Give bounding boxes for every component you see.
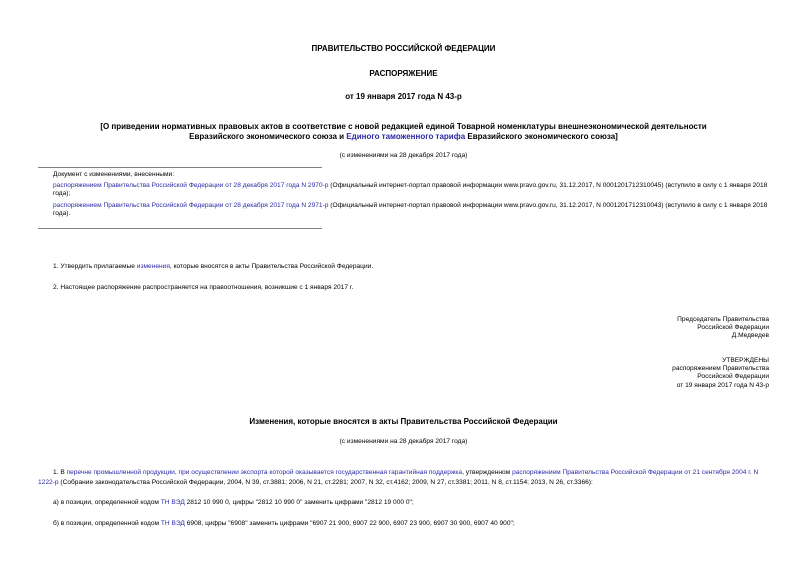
order-1222-link[interactable]: распоряжением Правительства Российской Федерации от 21 сентября 2004 г. N 1222-р bbox=[38, 469, 759, 486]
approved-line: от 19 января 2017 года N 43-р bbox=[676, 381, 769, 389]
annex-item-a bbox=[38, 499, 769, 507]
annex-item-b bbox=[38, 520, 769, 528]
title-text: Евразийского экономического союза] bbox=[465, 132, 618, 142]
changes-item-text: (Официальный интернет-портал правовой информации www.pravo.gov.ru, 31.12.2017, N 0001201712310043) (вступило в силу с 1 января 2018 года). bbox=[53, 201, 768, 217]
tn-ved-link[interactable]: ТН ВЭД bbox=[160, 520, 185, 527]
annex-paragraph-1 bbox=[38, 468, 769, 487]
changes-intro: Документ с изменениями, внесенными: bbox=[53, 171, 175, 178]
changes-block bbox=[53, 171, 769, 218]
annex-title: Изменения, которые вносятся в акты Правительства Российской Федерации bbox=[249, 417, 558, 426]
changes-item-text: (Официальный интернет-портал правовой информации www.pravo.gov.ru, 31.12.2017, N 0001201712310045) (вступило в силу с 1 января 2018 года); bbox=[53, 182, 768, 198]
title-text: Евразийского экономического союза и bbox=[189, 132, 347, 142]
export-products-list-link[interactable]: перечне промышленной продукции, при осуществлении экспорта которой оказывается государственная гарантийная поддержка bbox=[66, 469, 463, 476]
paragraph-text: 1. Утвердить прилагаемые bbox=[53, 263, 137, 270]
divider-bottom bbox=[38, 228, 322, 229]
order-2971-link[interactable]: распоряжением Правительства Российской Федерации от 28 декабря 2017 года N 2971-р bbox=[53, 201, 329, 209]
paragraph-text: а) в позиции, определенной кодом bbox=[53, 499, 161, 506]
document-date-number: от 19 января 2017 года N 43-р bbox=[345, 92, 462, 101]
signature-name: Д.Медведев bbox=[731, 332, 769, 340]
paragraph-text: (Собрание законодательства Российской Федерации, 2004, N 39, ст.3881; 2006, N 21, ст.2281; 2007, N 32, ст.4162; 2009, N 27, ст.3381; 2011, N 8, ст.1154; 2013, N 26, ст.3366): bbox=[58, 478, 593, 486]
paragraph-text: б) в позиции, определенной кодом bbox=[53, 520, 161, 527]
document-type: РАСПОРЯЖЕНИЕ bbox=[369, 69, 438, 78]
paragraph-text: 6908, цифры "6908" заменить цифрами "6907 21 900, 6907 22 900, 6907 23 900, 6907 30 900, 6907 40 900"; bbox=[184, 520, 515, 527]
approved-block bbox=[569, 357, 769, 390]
divider-top bbox=[38, 167, 322, 168]
changes-item bbox=[53, 182, 769, 198]
paragraph-text: , утвержденном bbox=[462, 469, 513, 476]
paragraph-2: 2. Настоящее распоряжение распространяется на правоотношения, возникшие с 1 января 2017 г. bbox=[53, 284, 354, 291]
paragraph-text: , которые вносятся в акты Правительства Российской Федерации. bbox=[169, 263, 374, 270]
signature-block bbox=[569, 316, 769, 341]
document-title bbox=[0, 122, 807, 143]
annex-amended-note: (с изменениями на 28 декабря 2017 года) bbox=[339, 438, 468, 445]
customs-tariff-link[interactable]: Единого таможенного тарифа bbox=[346, 132, 466, 142]
paragraph-text: 1. В bbox=[53, 469, 67, 476]
changes-link[interactable]: изменения bbox=[136, 263, 170, 270]
signature-line: Председатель Правительства bbox=[677, 316, 769, 323]
tn-ved-link[interactable]: ТН ВЭД bbox=[160, 499, 185, 506]
amended-note: (с изменениями на 28 декабря 2017 года) bbox=[339, 152, 468, 159]
order-2970-link[interactable]: распоряжением Правительства Российской Федерации от 28 декабря 2017 года N 2970-р bbox=[53, 182, 329, 190]
paragraph-text: 2812 10 990 0, цифры "2812 10 990 0" заменить цифрами "2812 19 000 0"; bbox=[184, 499, 414, 506]
document-title-line2 bbox=[0, 132, 807, 142]
approved-line: УТВЕРЖДЕНЫ bbox=[722, 357, 769, 364]
document-title-line1: [О приведении нормативных правовых актов в соответствие с новой редакцией единой Товарной номенклатуры внешнеэкономической деятельности bbox=[100, 122, 707, 131]
government-title: ПРАВИТЕЛЬСТВО РОССИЙСКОЙ ФЕДЕРАЦИИ bbox=[311, 44, 496, 53]
paragraph-1 bbox=[38, 263, 769, 271]
approved-line: распоряжением Правительства bbox=[672, 365, 769, 373]
approved-line: Российской Федерации bbox=[697, 373, 769, 381]
signature-line: Российской Федерации bbox=[697, 324, 769, 332]
changes-item bbox=[53, 202, 769, 218]
